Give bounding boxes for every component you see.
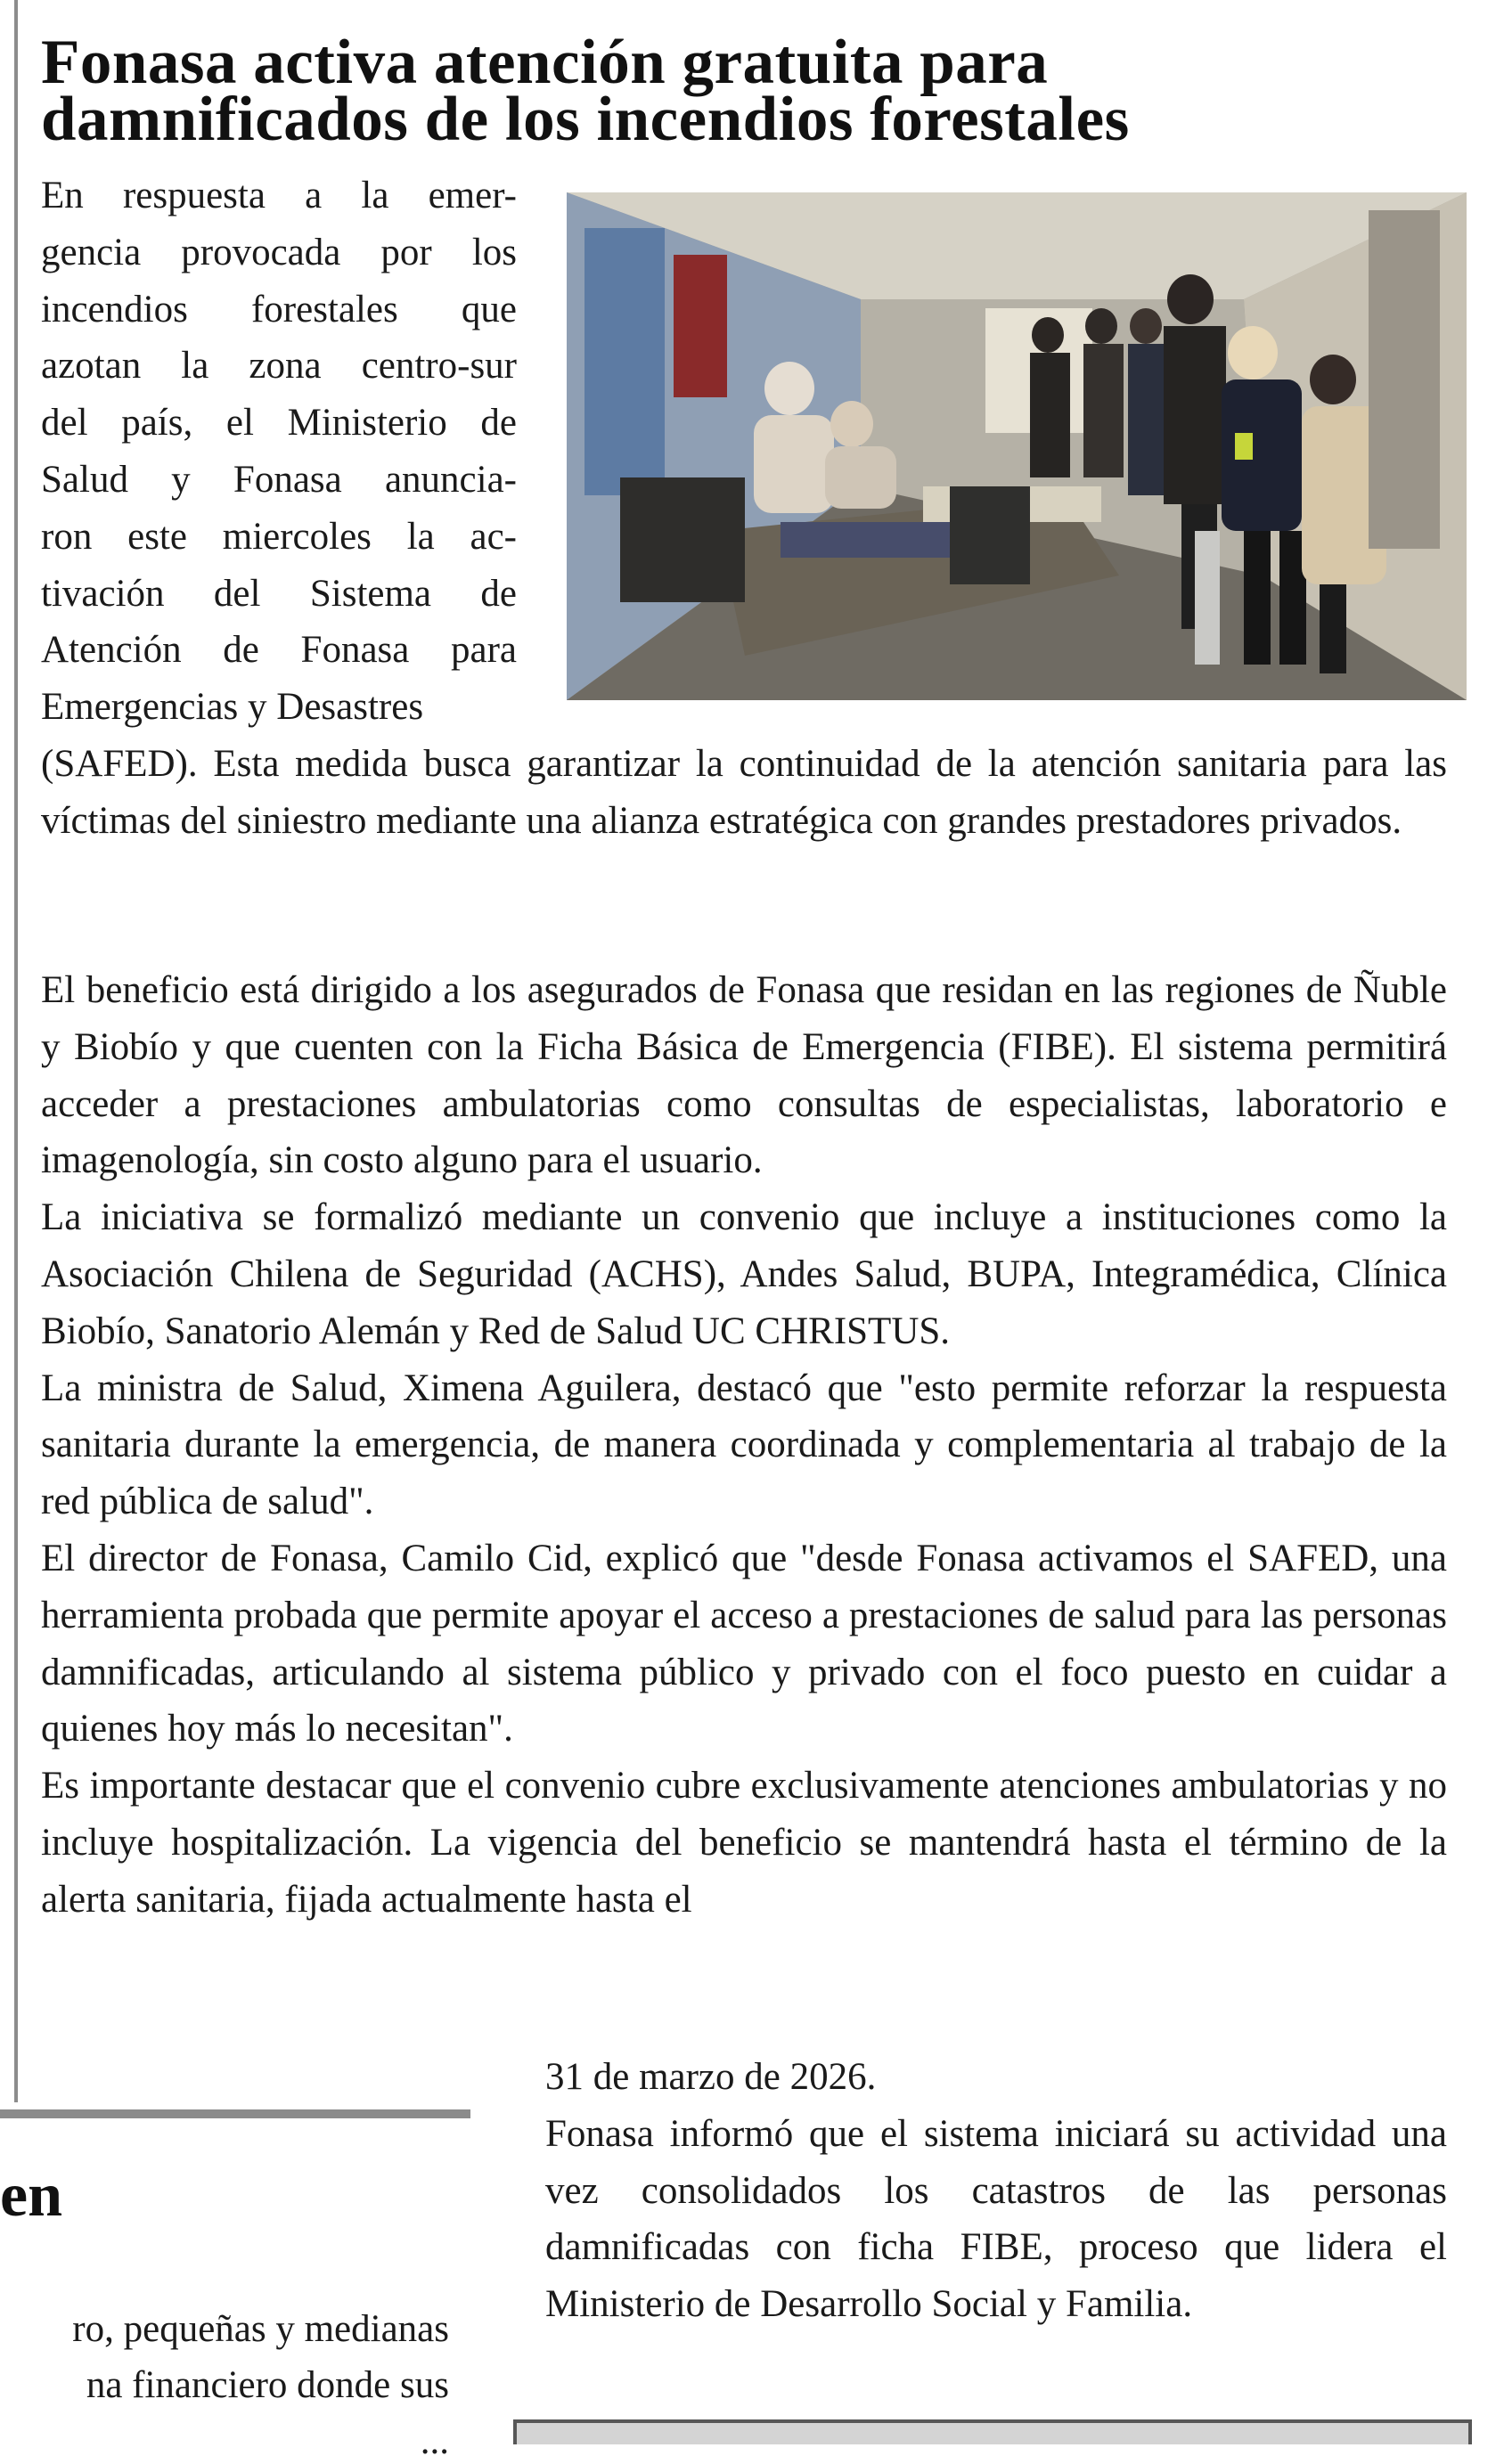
lead-line: Salud y Fonasa anuncia- (41, 458, 517, 501)
paragraph-6-end: 31 de marzo de 2026. (545, 2056, 877, 2098)
lead-column (41, 167, 517, 736)
paragraph-3: La iniciativa se formalizó mediante un convenio que incluye a instituciones como la Asociación Chilena de Seguridad (ACHS), Andes Salud, BUPA, Integramédica, Clínica Biobío, Sanatorio Alemán y Red de Salud UC CHRISTUS. (41, 1196, 1447, 1352)
paragraph-5: El director de Fonasa, Camilo Cid, explicó que "desde Fonasa activamos el SAFED, una herramienta probada que permite apoyar el acceso a prestaciones de salud para las personas damnificadas, articulando al sistema público y privado con el foco puesto en cuidar a quienes hoy más lo necesitan". (41, 1537, 1447, 1750)
adjacent-article-heading: en (0, 2161, 62, 2230)
lead-line: gencia provocada por los (41, 231, 517, 273)
headline (41, 28, 1404, 154)
lead-line: Emergencias y Desastres (41, 686, 424, 729)
adjacent-article-line: ... (420, 2420, 449, 2462)
adjacent-article-line: ro, pequeñas y medianas (72, 2308, 449, 2350)
paragraph-2: El beneficio está dirigido a los asegurados de Fonasa que residan en las regiones de Ñuble y Biobío y que cuenten con la Ficha Básica de Emergencia (FIBE). El sistema permitirá acceder a prestaciones ambulatorias como consultas de especialistas, laboratorio e imagenología, sin costo alguno para el usuario. (41, 969, 1447, 1182)
lead-line: del país, el Ministerio de (41, 402, 517, 445)
paragraph-7: Fonasa informó que el sistema iniciará su actividad una vez consolidados los catastros de las personas damnificadas con ficha FIBE, proceso que lidera el Ministerio de Desarrollo Social y Familia. (545, 2112, 1447, 2326)
lead-line: Atención de Fonasa para (41, 629, 517, 672)
lead-line: ron este miercoles la ac- (41, 515, 517, 558)
column-rule-horizontal (0, 2109, 470, 2118)
article-photo (567, 192, 1467, 700)
column-rule-vertical (14, 0, 18, 2102)
lead-line: tivación del Sistema de (41, 572, 517, 615)
lead-continuation (41, 736, 1447, 850)
adjacent-article-line: na financiero donde sus (86, 2364, 449, 2406)
right-column (545, 2049, 1447, 2333)
paragraph-6: Es importante destacar que el convenio cubre exclusivamente atenciones ambulatorias y no incluye hospitalización. La vigencia del beneficio se mantendrá hasta el término de la alerta sanitaria, fijada actualmente hasta el (41, 1765, 1447, 1921)
paragraph-4: La ministra de Salud, Ximena Aguilera, destacó que "esto permite reforzar la respuesta sanitaria durante la emergencia, de manera coordinada y complementaria al trabajo de la red pública de salud". (41, 1367, 1447, 1523)
lead-line: En respuesta a la emer- (41, 175, 517, 216)
lead-line: incendios forestales que (41, 288, 517, 330)
article-body (41, 962, 1447, 1929)
lead-line: azotan la zona centro-sur (41, 345, 517, 388)
headline-line-1: Fonasa activa atención gratuita para (41, 28, 1049, 97)
lead-continuation-text: (SAFED). Esta medida busca garantizar la continuidad de la atención sanitaria para las víctimas del siniestro mediante una alianza estratégica con grandes prestadores privados. (41, 743, 1447, 842)
headline-line-2: damnificados de los incendios forestales (41, 85, 1130, 154)
